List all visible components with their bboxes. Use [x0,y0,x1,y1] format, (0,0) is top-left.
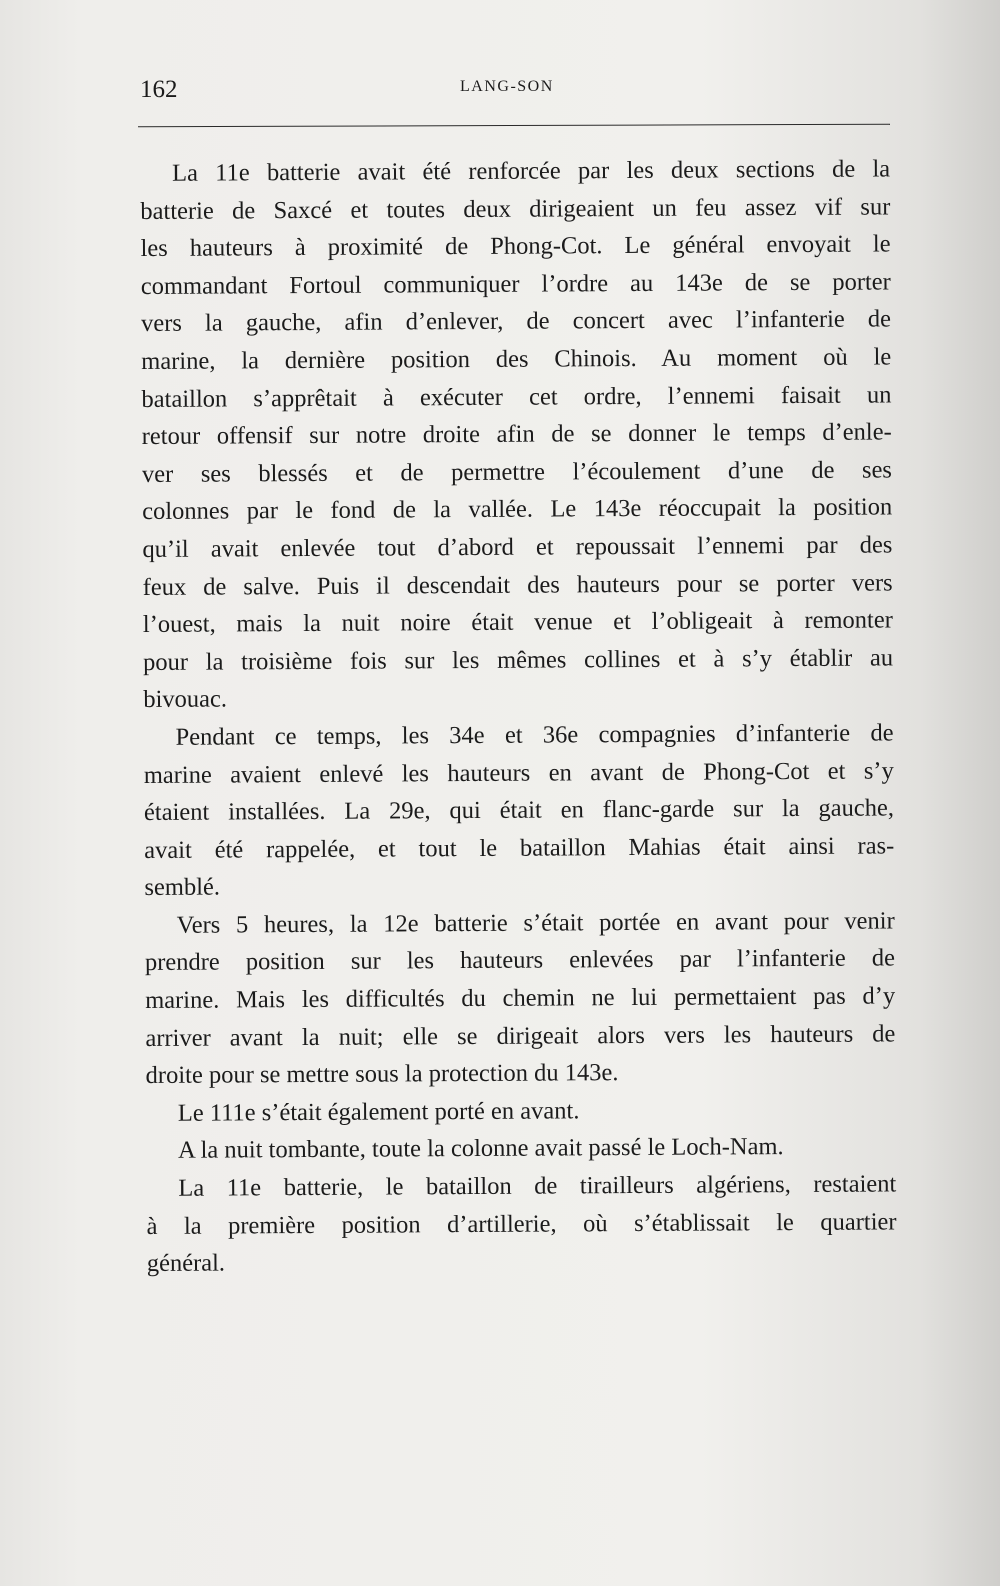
page-number: 162 [140,76,178,103]
text-line: étaient installées. La 29e, qui était en flanc-garde sur la gauche, [143,794,895,827]
text-line: retour offensif sur notre droite afin de se donner le temps d’enle- [141,418,892,451]
text-line: marine, la dernière position des Chinois. Au moment où le [141,343,892,375]
text-line: qu’il avait enlevée tout d’abord et repoussait l’ennemi par des [142,531,893,563]
page-header [140,76,890,116]
text-line: feux de salve. Puis il descendait des hauteurs pour se porter vers [142,568,893,601]
text-line: bataillon s’apprêtait à exécuter cet ordre, l’ennemi faisait un [141,380,892,413]
text-line: semblé. [144,873,221,902]
text-line: pour la troisième fois sur les mêmes collines et à s’y établir au [143,644,894,676]
text-line: avait été rappelée, et tout le bataillon Mahias était ainsi ras- [144,832,895,864]
text-line: prendre position sur les hauteurs enlevées par l’infanterie de [144,944,896,977]
text-line: batterie de Saxcé et toutes deux dirigeaient un feu assez vif sur [140,193,891,225]
text-line: arriver avant la nuit; elle se dirigeait alors vers les hauteurs de [145,1020,896,1052]
text-line: commandant Fortoul communiquer l’ordre au 143e de se porter [140,268,891,300]
text-line: général. [146,1249,226,1278]
text-line: droite pour se mettre sous la protection du 143e. [145,1059,619,1090]
text-line: Vers 5 heures, la 12e batterie s’était portée en avant pour venir [176,907,895,939]
body-text [140,150,897,1282]
text-line: à la première position d’artillerie, où s’établissait le quartier [146,1208,897,1240]
text-line: La 11e batterie, le bataillon de tirailleurs algériens, restaient [178,1170,897,1202]
text-line: bivouac. [143,685,228,714]
running-head: LANG-SON [460,78,554,95]
text-line: La 11e batterie avait été renforcée par les deux sections de la [172,155,891,187]
text-line: marine. Mais les difficultés du chemin ne lui permettaient pas d’y [145,982,896,1015]
text-line: Pendant ce temps, les 34e et 36e compagnies d’infanterie de [175,719,894,751]
text-line: ver ses blessés et de permettre l’écoulement d’une de ses [141,456,893,488]
header-rule [138,124,890,128]
text-line: l’ouest, mais la nuit noire était venue et l’obligeait à remonter [142,606,893,639]
text-line: colonnes par le fond de la vallée. Le 143e réoccupait la position [142,493,893,526]
text-line: A la nuit tombante, toute la colonne avait passé le Loch-Nam. [178,1133,784,1165]
text-line: vers la gauche, afin d’enlever, de concert avec l’infanterie de [140,305,892,338]
text-line: les hauteurs à proximité de Phong-Cot. Le général envoyait le [140,230,891,263]
text-line: marine avaient enlevé les hauteurs en avant de Phong-Cot et s’y [143,756,894,789]
text-line: Le 111e s’était également porté en avant. [177,1097,580,1127]
